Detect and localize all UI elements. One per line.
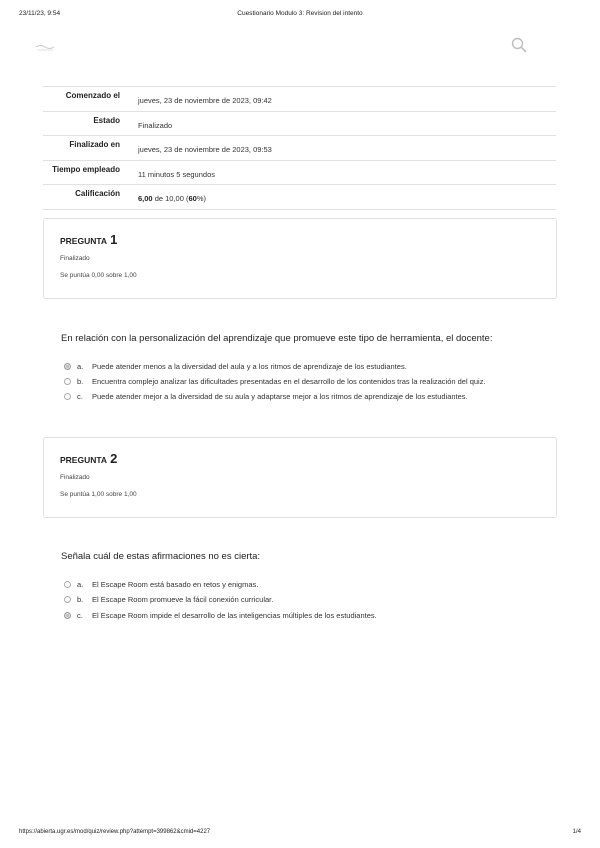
radio-icon[interactable] <box>64 393 71 400</box>
question-text: En relación con la personalización del aprendizaje que promueve este tipo de herramienta, el docente: <box>61 333 493 344</box>
grade-mid: de 10,00 ( <box>152 194 189 203</box>
option-text: El Escape Room está basado en retos y enigmas. <box>92 579 259 589</box>
option-letter: a. <box>77 579 84 589</box>
site-logo[interactable] <box>34 40 56 52</box>
answer-option[interactable] <box>64 594 273 604</box>
summary-value: jueves, 23 de noviembre de 2023, 09:53 <box>138 145 272 154</box>
question-number: 2 <box>110 451 118 466</box>
option-text: El Escape Room impide el desarrollo de las inteligencias múltiples de los estudiantes. <box>92 610 377 620</box>
question-state: Finalizado <box>60 255 90 262</box>
grade-percent: 60 <box>188 194 197 203</box>
radio-selected-icon[interactable] <box>64 612 71 619</box>
answer-option[interactable] <box>64 376 486 386</box>
question-label: PREGUNTA <box>60 236 108 246</box>
summary-row-state <box>43 112 556 137</box>
question-number: 1 <box>110 232 118 247</box>
radio-icon[interactable] <box>64 378 71 385</box>
answer-option[interactable] <box>64 391 468 401</box>
search-icon[interactable] <box>511 37 527 53</box>
question-grade: Se puntúa 0,00 sobre 1,00 <box>60 272 137 279</box>
question-info-box <box>43 437 557 518</box>
grade-end: %) <box>196 194 206 203</box>
print-title: Cuestionario Modulo 3: Revision del intento <box>237 10 363 17</box>
print-url: https://abierta.ugr.es/mod/quiz/review.php?attempt=399862&cmid=4227 <box>19 829 211 835</box>
radio-icon[interactable] <box>64 596 71 603</box>
option-text: El Escape Room promueve la fácil conexión curricular. <box>92 594 274 604</box>
summary-label: Calificación <box>75 189 120 198</box>
option-letter: b. <box>77 376 84 386</box>
option-letter: c. <box>77 391 83 401</box>
option-letter: c. <box>77 610 83 620</box>
attempt-summary-table <box>43 86 556 210</box>
question-label: PREGUNTA <box>60 455 108 465</box>
radio-icon[interactable] <box>64 581 71 588</box>
answer-option[interactable] <box>64 579 258 589</box>
option-text: Puede atender mejor a la diversidad de su aula y adaptarse mejor a los ritmos de aprendizaje de los estudiantes. <box>92 391 468 401</box>
grade-value <box>138 185 206 209</box>
summary-value: Finalizado <box>138 120 173 130</box>
question-heading <box>60 451 117 466</box>
question-state: Finalizado <box>60 474 90 481</box>
option-text: Puede atender menos a la diversidad del aula y a los ritmos de aprendizaje de los estudiantes. <box>92 361 407 371</box>
summary-label: Comenzado el <box>65 91 120 100</box>
summary-row-grade <box>43 185 556 210</box>
option-letter: b. <box>77 594 84 604</box>
option-text: Encuentra complejo analizar las dificultades presentadas en el desarrollo de los contenidos tras la realización del quiz. <box>92 376 486 386</box>
summary-row-finished <box>43 136 556 161</box>
summary-row-time <box>43 161 556 186</box>
grade-score: 6,00 <box>138 194 153 203</box>
summary-label: Tiempo empleado <box>52 164 120 174</box>
answer-option[interactable] <box>64 361 407 371</box>
question-grade: Se puntúa 1,00 sobre 1,00 <box>60 491 137 498</box>
print-page-number: 1/4 <box>572 829 581 835</box>
radio-selected-icon[interactable] <box>64 363 71 370</box>
summary-label: Finalizado en <box>69 140 120 149</box>
question-heading <box>60 232 117 247</box>
summary-label: Estado <box>93 115 120 125</box>
question-info-box <box>43 218 557 299</box>
summary-row-started <box>43 87 556 112</box>
question-text: Señala cuál de estas afirmaciones no es cierta: <box>61 551 261 562</box>
summary-value: 11 minutos 5 segundos <box>138 169 215 179</box>
print-date: 23/11/23, 9:54 <box>19 10 61 17</box>
answer-option[interactable] <box>64 610 377 620</box>
option-letter: a. <box>77 361 84 371</box>
summary-value: jueves, 23 de noviembre de 2023, 09:42 <box>138 96 272 105</box>
